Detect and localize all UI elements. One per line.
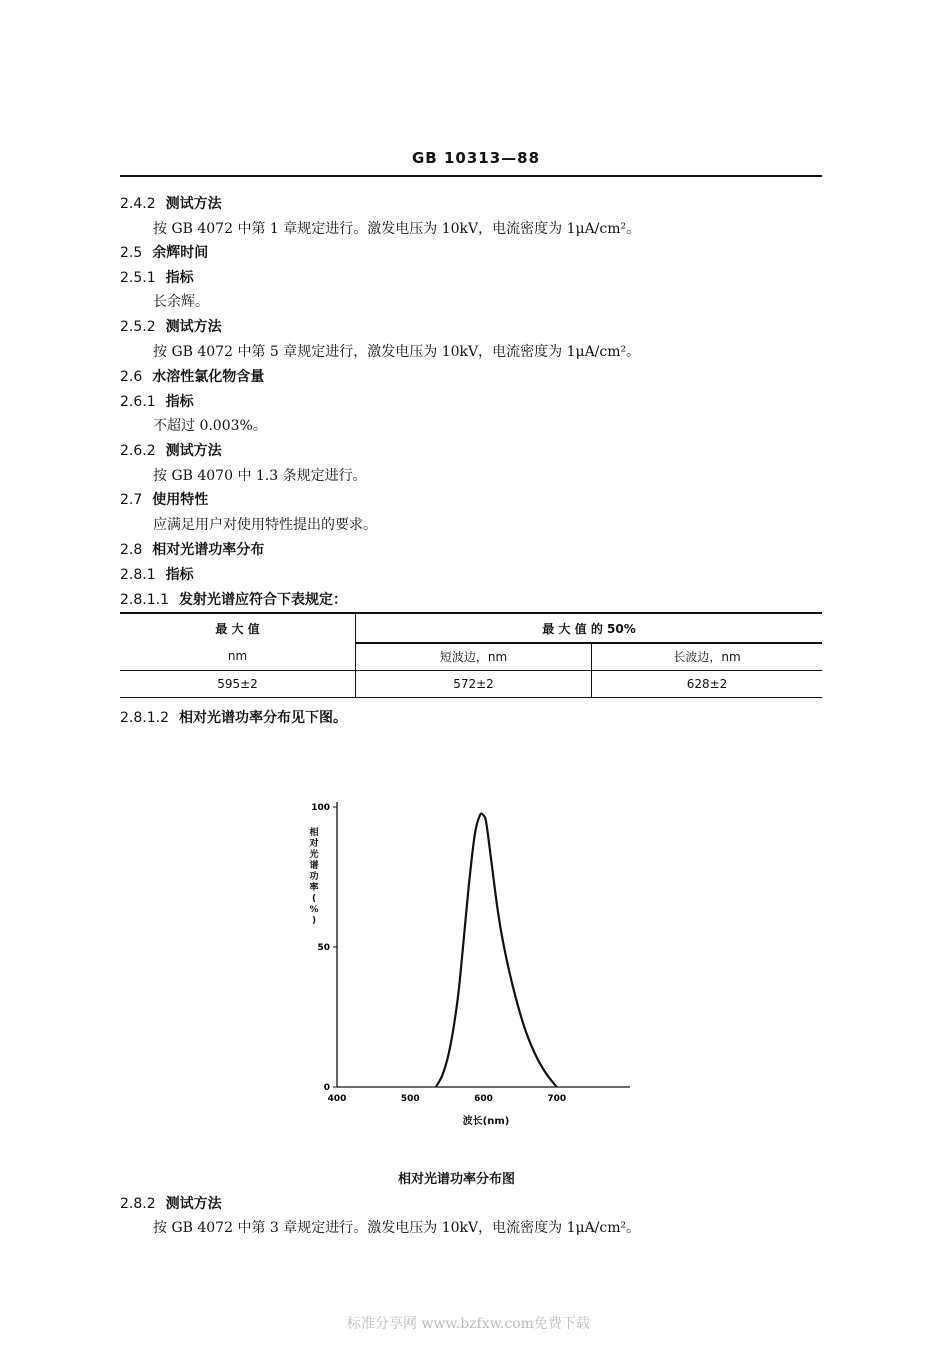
table-row: [120, 670, 822, 697]
section-number: 2.6: [120, 369, 143, 385]
section-body: 不超过 0.003%。: [153, 418, 267, 434]
header-rule: [120, 175, 822, 177]
section-body: 按 GB 4072 中第 5 章规定进行，激发电压为 10kV，电流密度为 1μA/cm²。: [153, 344, 641, 360]
section-number: 2.6.2: [120, 443, 156, 459]
section-heading: [120, 366, 264, 386]
section-number: 2.8.1: [120, 567, 156, 583]
section-heading: [120, 242, 208, 262]
y-tick-label: 0: [323, 1083, 330, 1093]
section-body: 长余辉。: [153, 294, 209, 310]
section-number: 2.8.1.1: [120, 592, 169, 608]
y-tick-label: 50: [317, 943, 330, 953]
x-tick-label: 600: [474, 1094, 493, 1104]
table-header-half-max: 最 大 值 的 50%: [356, 613, 823, 643]
section-title: 测试方法: [165, 443, 222, 459]
section-title: 余辉时间: [152, 245, 209, 261]
section-body: 应满足用户对使用特性提出的要求。: [153, 517, 377, 533]
table-cell: 572±2: [356, 670, 592, 697]
standard-number: GB 10313—88: [412, 149, 541, 167]
x-tick-label: 700: [547, 1094, 567, 1104]
x-tick-label: 500: [400, 1094, 420, 1104]
table-header-unit: nm: [120, 643, 356, 670]
section-heading: [120, 193, 222, 213]
section-heading: [120, 539, 264, 559]
section-title: 发射光谱应符合下表规定：: [178, 592, 347, 608]
table-cell: 628±2: [592, 670, 823, 697]
section-number: 2.8: [120, 542, 143, 558]
table-header-short-edge: 短波边，nm: [356, 643, 592, 670]
emission-spectrum-table: [120, 612, 822, 698]
section-title: 相对光谱功率分布见下图。: [178, 710, 347, 726]
footer-watermark: 标准分享网 www.bzfxw.com免费下载: [347, 1316, 590, 1332]
spectrum-curve: [436, 814, 557, 1087]
section-heading: [120, 391, 194, 411]
section-body: 按 GB 4070 中 1.3 条规定进行。: [153, 468, 367, 484]
section-title: 指标: [165, 270, 194, 286]
section-heading: [120, 489, 208, 509]
section-heading: [120, 267, 194, 287]
section-heading: [120, 316, 222, 336]
section-number: 2.5.2: [120, 319, 156, 335]
section-heading: [120, 440, 222, 460]
table-header-long-edge: 长波边，nm: [592, 643, 823, 670]
section-number: 2.5.1: [120, 270, 156, 286]
x-tick-label: 400: [327, 1094, 347, 1104]
table-header-max: 最 大 值: [120, 613, 356, 643]
section-title: 测试方法: [165, 319, 222, 335]
section-number: 2.7: [120, 492, 143, 508]
y-tick-label: 100: [311, 803, 330, 813]
y-axis-label: [308, 826, 318, 926]
spectrum-chart: [290, 790, 650, 1135]
section-number: 2.6.1: [120, 394, 156, 410]
section-heading: [120, 707, 347, 727]
section-title: 测试方法: [165, 1196, 222, 1212]
section-heading: [120, 1193, 222, 1213]
figure-caption: 相对光谱功率分布图: [398, 1172, 516, 1187]
section-heading: [120, 589, 347, 609]
section-heading: [120, 564, 194, 584]
y-axis-label-text: 相对光谱功率( % ): [309, 828, 319, 926]
table-cell: 595±2: [120, 670, 356, 697]
section-title: 指标: [165, 394, 194, 410]
section-number: 2.8.1.2: [120, 710, 169, 726]
x-axis-label: 波长(nm): [462, 1116, 510, 1127]
section-number: 2.8.2: [120, 1196, 156, 1212]
section-title: 指标: [165, 567, 194, 583]
section-title: 相对光谱功率分布: [152, 542, 265, 558]
section-title: 水溶性氯化物含量: [152, 369, 265, 385]
section-body: 按 GB 4072 中第 1 章规定进行。激发电压为 10kV，电流密度为 1μA/cm²。: [153, 221, 641, 237]
section-title: 测试方法: [165, 196, 222, 212]
section-number: 2.4.2: [120, 196, 156, 212]
section-body: 按 GB 4072 中第 3 章规定进行。激发电压为 10kV，电流密度为 1μA/cm²。: [153, 1220, 641, 1236]
section-title: 使用特性: [152, 492, 209, 508]
section-number: 2.5: [120, 245, 143, 261]
